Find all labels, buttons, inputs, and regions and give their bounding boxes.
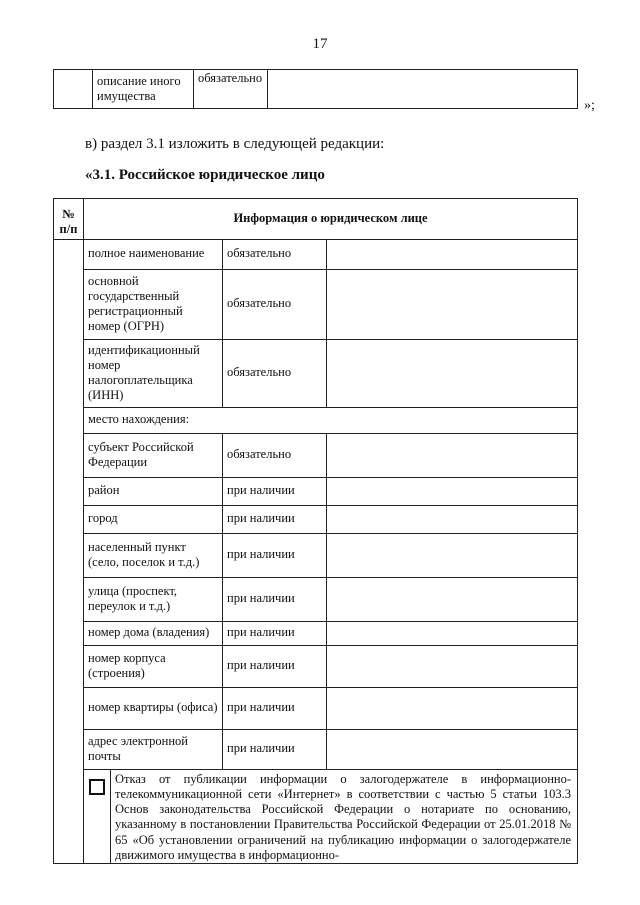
- notice-text: Отказ от публикации информации о залогодержателе в информационно-телекоммуникационной сети «Интернет» в соответствии с частью 5 статьи 103.3 Основ законодательства Российской Федерации о нотариате по основанию, указанному в постановлении Правительства Российской Федерации от 25.01.2018 № 65 «Об установлении ограничений на публикацию информации о залогодержателе движимого имущества в информационно-: [115, 771, 571, 862]
- row-value: [327, 269, 578, 339]
- top-value: [268, 70, 578, 109]
- row-req: при наличии: [223, 645, 327, 687]
- num-column: [54, 239, 84, 864]
- row-req: при наличии: [223, 477, 327, 505]
- page-number: 17: [312, 36, 328, 52]
- row-value: [327, 477, 578, 505]
- location-header: место нахождения:: [84, 407, 578, 433]
- row-label: субъект Российской Федерации: [84, 433, 223, 477]
- row-value: [327, 339, 578, 407]
- row-value: [327, 645, 578, 687]
- row-label: номер квартиры (офиса): [84, 687, 223, 729]
- closing-quote: »;: [584, 98, 595, 113]
- row-label: район: [84, 477, 223, 505]
- row-req: обязательно: [223, 269, 327, 339]
- row-value: [327, 505, 578, 533]
- top-req: обязательно: [194, 70, 268, 109]
- section-title: «3.1. Российское юридическое лицо: [85, 167, 325, 183]
- top-table: [53, 69, 578, 109]
- row-req: обязательно: [223, 433, 327, 477]
- empty-cell: [54, 70, 93, 109]
- row-req: при наличии: [223, 577, 327, 621]
- row-value: [327, 239, 578, 269]
- row-label: идентификационный номер налогоплательщика (ИНН): [84, 339, 223, 407]
- paragraph: в) раздел 3.1 изложить в следующей редакции:: [85, 136, 385, 152]
- entity-table: [53, 198, 578, 864]
- refusal-checkbox[interactable]: [89, 779, 105, 795]
- main-header: Информация о юридическом лице: [84, 199, 578, 240]
- row-value: [327, 687, 578, 729]
- row-value: [327, 577, 578, 621]
- row-label: адрес электронной почты: [84, 729, 223, 769]
- row-label: улица (проспект, переулок и т.д.): [84, 577, 223, 621]
- num-header: № п/п: [54, 199, 84, 240]
- row-req: при наличии: [223, 533, 327, 577]
- row-value: [327, 621, 578, 645]
- row-req: обязательно: [223, 339, 327, 407]
- row-req: при наличии: [223, 505, 327, 533]
- row-req: обязательно: [223, 239, 327, 269]
- row-req: при наличии: [223, 621, 327, 645]
- row-label: город: [84, 505, 223, 533]
- top-label: описание иного имущества: [93, 70, 194, 109]
- row-label: полное наименование: [84, 239, 223, 269]
- row-value: [327, 433, 578, 477]
- row-value: [327, 729, 578, 769]
- row-label: номер дома (владения): [84, 621, 223, 645]
- row-label: основной государственный регистрационный номер (ОГРН): [84, 269, 223, 339]
- row-label: номер корпуса (строения): [84, 645, 223, 687]
- notice-cell: [84, 769, 578, 864]
- row-req: при наличии: [223, 729, 327, 769]
- row-req: при наличии: [223, 687, 327, 729]
- checkbox-cell: [84, 770, 111, 864]
- row-value: [327, 533, 578, 577]
- row-label: населенный пункт (село, поселок и т.д.): [84, 533, 223, 577]
